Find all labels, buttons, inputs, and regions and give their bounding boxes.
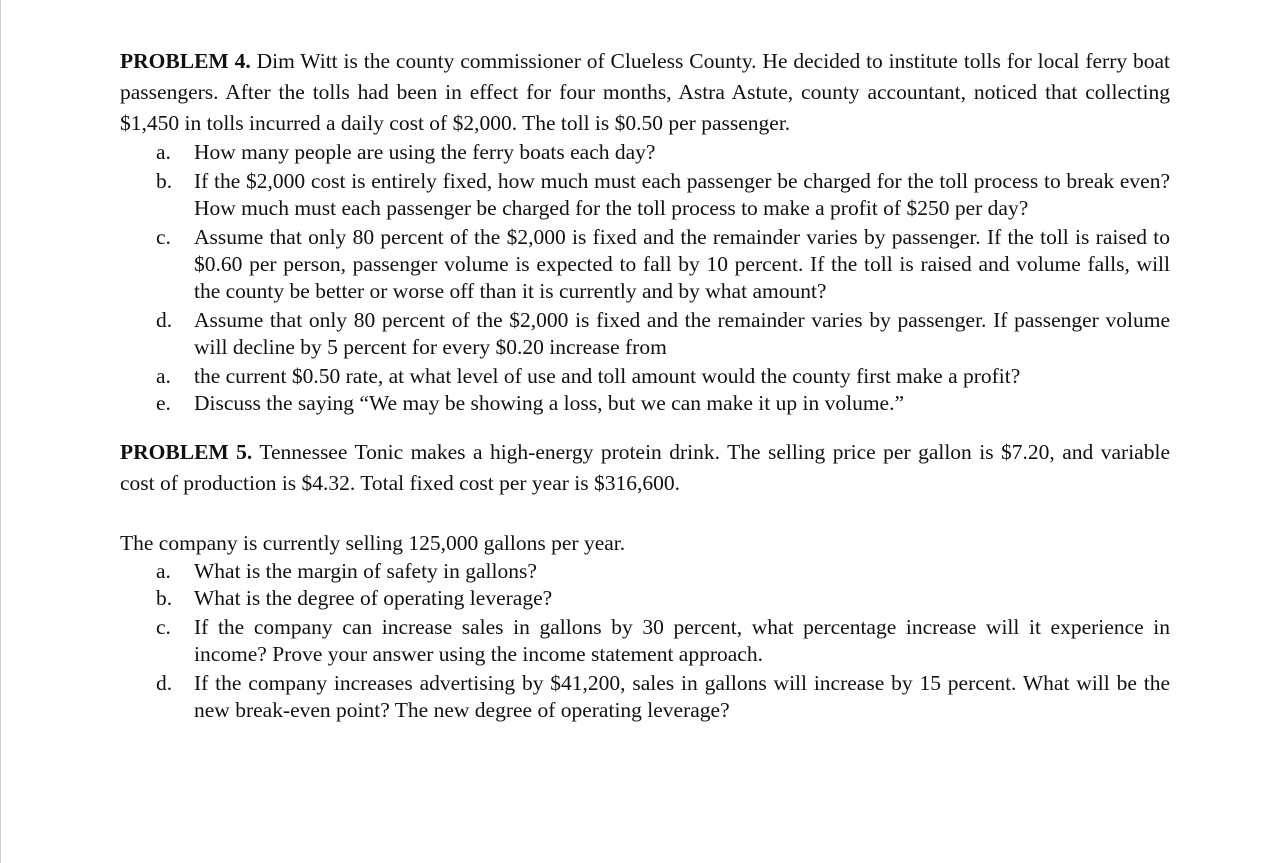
list-item [120, 168, 1170, 222]
item-label: b. [156, 169, 173, 193]
problem-5-intro-text: Tennessee Tonic makes a high-energy protein drink. The selling price per gallon is $7.20, and variable cost of production is $4.32. Total fixed cost per year is $316,600. [120, 440, 1170, 495]
item-text: What is the margin of safety in gallons? [194, 559, 537, 583]
item-text: What is the degree of operating leverage? [194, 586, 553, 610]
problem-4-intro-text: Dim Witt is the county commissioner of Clueless County. He decided to institute tolls for local ferry boat passengers. After the tolls had been in effect for four months, Astra Astute, county accountant, noticed that collecting $1,450 in tolls incurred a daily cost of $2,000. The toll is $0.50 per passenger. [120, 49, 1170, 135]
list-item [120, 224, 1170, 305]
item-label: c. [156, 615, 171, 639]
list-item [120, 363, 1170, 390]
item-text: If the company can increase sales in gallons by 30 percent, what percentage increase will it experience in income? Prove your answer using the income statement approach. [194, 615, 1170, 666]
item-label: a. [156, 559, 171, 583]
problem-5-heading: PROBLEM 5. [120, 440, 253, 464]
problem-5-question-list [120, 558, 1170, 724]
item-text: Assume that only 80 percent of the $2,000 is fixed and the remainder varies by passenger. If passenger volume will decline by 5 percent for every $0.20 increase from [194, 308, 1170, 359]
item-label: d. [156, 308, 173, 332]
item-text: If the company increases advertising by $41,200, sales in gallons will increase by 15 percent. What will be the new break-even point? The new degree of operating leverage? [194, 671, 1170, 722]
problem-5-intro [120, 437, 1170, 499]
item-label: d. [156, 671, 173, 695]
item-label: a. [156, 364, 171, 388]
item-label: a. [156, 140, 171, 164]
list-item [120, 307, 1170, 361]
item-text: If the $2,000 cost is entirely fixed, how much must each passenger be charged for the toll process to break even? How much must each passenger be charged for the toll process to make a profit of $250 per day? [194, 169, 1170, 220]
list-item [120, 670, 1170, 724]
list-item [120, 390, 1170, 417]
item-text: Discuss the saying “We may be showing a loss, but we can make it up in volume.” [194, 391, 905, 415]
item-label: b. [156, 586, 173, 610]
item-text: How many people are using the ferry boats each day? [194, 140, 656, 164]
problem-4-question-list [120, 139, 1170, 417]
list-item [120, 614, 1170, 668]
problem-4-intro [120, 46, 1170, 139]
problem-4-heading: PROBLEM 4. [120, 49, 251, 73]
item-text: the current $0.50 rate, at what level of use and toll amount would the county first make a profit? [194, 364, 1021, 388]
list-item [120, 139, 1170, 166]
list-item [120, 558, 1170, 585]
problem-5-sub-intro: The company is currently selling 125,000 gallons per year. [120, 531, 626, 555]
list-item [120, 585, 1170, 612]
item-text: Assume that only 80 percent of the $2,000 is fixed and the remainder varies by passenger. If the toll is raised to $0.60 per person, passenger volume is expected to fall by 10 percent. If the toll is raised and volume falls, will the county be better or worse off than it is currently and by what amount? [194, 225, 1170, 303]
item-label: e. [156, 391, 171, 415]
item-label: c. [156, 225, 171, 249]
document-page [120, 46, 1170, 724]
